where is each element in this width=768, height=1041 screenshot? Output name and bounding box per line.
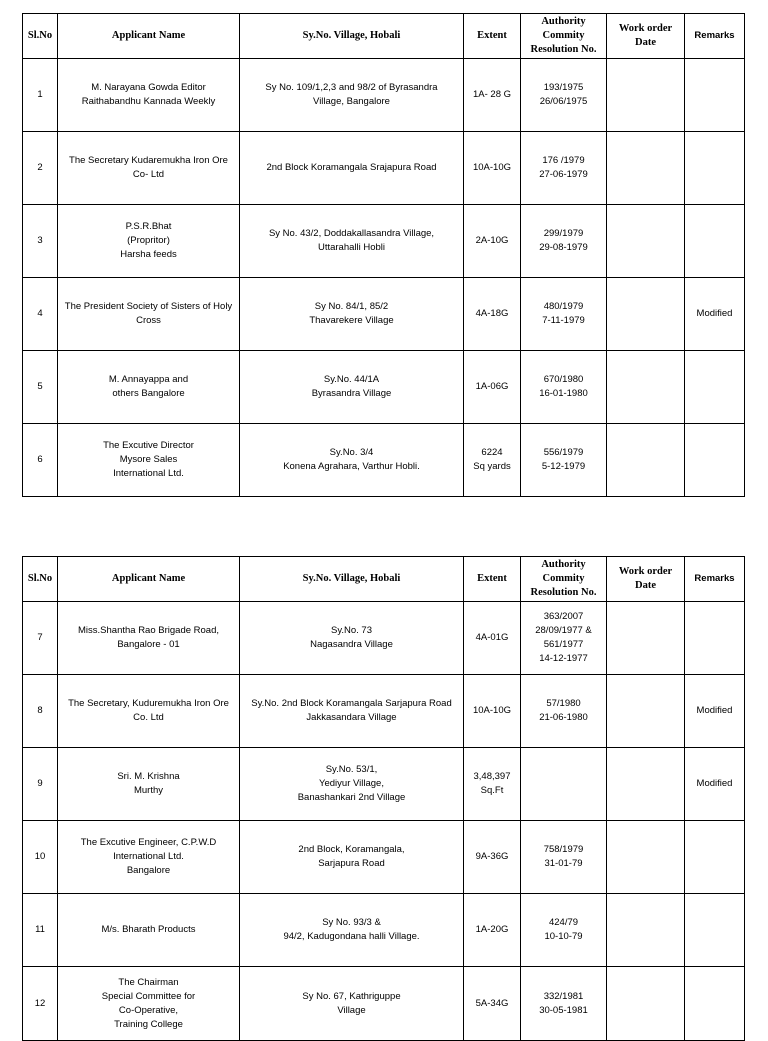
cell-work-order-date (607, 602, 685, 675)
table-row (23, 278, 745, 351)
cell-remarks: Modified (685, 748, 745, 821)
cell-work-order-date (607, 59, 685, 132)
cell-remarks: Modified (685, 675, 745, 748)
cell-resolution-no: 424/79 10-10-79 (521, 894, 607, 967)
table-row (23, 602, 745, 675)
table-row (23, 424, 745, 497)
cell-applicant-name: The Excutive Engineer, C.P.W.D International Ltd. Bangalore (58, 821, 240, 894)
cell-remarks (685, 967, 745, 1041)
cell-applicant-name: The Chairman Special Committee for Co-Operative, Training College (58, 967, 240, 1041)
cell-remarks (685, 821, 745, 894)
cell-remarks (685, 351, 745, 424)
cell-survey-village: 2nd Block, Koramangala, Sarjapura Road (240, 821, 464, 894)
header-sl-no: Sl.No (23, 14, 58, 59)
cell-remarks (685, 205, 745, 278)
header-extent: Extent (464, 557, 521, 602)
cell-applicant-name: M. Annayappa and others Bangalore (58, 351, 240, 424)
header-sl-no: Sl.No (23, 557, 58, 602)
cell-sl-no: 7 (23, 602, 58, 675)
header-applicant-name: Applicant Name (58, 557, 240, 602)
cell-applicant-name: The President Society of Sisters of Holy Cross (58, 278, 240, 351)
cell-resolution-no: 363/2007 28/09/1977 & 561/1977 14-12-1977 (521, 602, 607, 675)
table-row (23, 748, 745, 821)
cell-survey-village: Sy No. 43/2, Doddakallasandra Village, Uttarahalli Hobli (240, 205, 464, 278)
cell-remarks (685, 132, 745, 205)
table-row (23, 675, 745, 748)
cell-extent: 2A-10G (464, 205, 521, 278)
cell-resolution-no: 57/1980 21-06-1980 (521, 675, 607, 748)
cell-work-order-date (607, 351, 685, 424)
cell-work-order-date (607, 132, 685, 205)
table-row (23, 205, 745, 278)
cell-extent: 1A- 28 G (464, 59, 521, 132)
allotment-table-1 (22, 13, 745, 497)
cell-work-order-date (607, 278, 685, 351)
cell-extent: 4A-01G (464, 602, 521, 675)
cell-sl-no: 4 (23, 278, 58, 351)
cell-work-order-date (607, 967, 685, 1041)
allotment-table-2 (22, 556, 745, 1041)
cell-remarks (685, 424, 745, 497)
header-applicant-name: Applicant Name (58, 14, 240, 59)
cell-resolution-no: 758/1979 31-01-79 (521, 821, 607, 894)
cell-extent: 5A-34G (464, 967, 521, 1041)
cell-sl-no: 8 (23, 675, 58, 748)
cell-extent: 1A-06G (464, 351, 521, 424)
cell-survey-village: Sy.No. 44/1A Byrasandra Village (240, 351, 464, 424)
header-remarks: Remarks (685, 14, 745, 59)
cell-survey-village: Sy.No. 2nd Block Koramangala Sarjapura Road Jakkasandara Village (240, 675, 464, 748)
cell-remarks (685, 602, 745, 675)
cell-applicant-name: Sri. M. Krishna Murthy (58, 748, 240, 821)
cell-survey-village: Sy No. 84/1, 85/2 Thavarekere Village (240, 278, 464, 351)
header-survey-village: Sy.No. Village, Hobali (240, 14, 464, 59)
cell-remarks (685, 59, 745, 132)
header-remarks: Remarks (685, 557, 745, 602)
cell-extent: 6224 Sq yards (464, 424, 521, 497)
cell-resolution-no: 332/1981 30-05-1981 (521, 967, 607, 1041)
cell-extent: 9A-36G (464, 821, 521, 894)
header-work-order-date: Work order Date (607, 557, 685, 602)
cell-work-order-date (607, 748, 685, 821)
cell-applicant-name: The Excutive Director Mysore Sales International Ltd. (58, 424, 240, 497)
cell-survey-village: Sy No. 109/1,2,3 and 98/2 of Byrasandra Village, Bangalore (240, 59, 464, 132)
cell-sl-no: 9 (23, 748, 58, 821)
cell-sl-no: 3 (23, 205, 58, 278)
cell-survey-village: Sy No. 93/3 & 94/2, Kadugondana halli Village. (240, 894, 464, 967)
cell-applicant-name: M. Narayana Gowda Editor Raithabandhu Kannada Weekly (58, 59, 240, 132)
cell-resolution-no: 670/1980 16-01-1980 (521, 351, 607, 424)
cell-survey-village: Sy No. 67, Kathriguppe Village (240, 967, 464, 1041)
cell-applicant-name: P.S.R.Bhat (Propritor) Harsha feeds (58, 205, 240, 278)
header-work-order-date: Work order Date (607, 14, 685, 59)
cell-work-order-date (607, 894, 685, 967)
table-header-row (23, 14, 745, 59)
header-resolution-no: Authority Commity Resolution No. (521, 557, 607, 602)
cell-sl-no: 11 (23, 894, 58, 967)
header-extent: Extent (464, 14, 521, 59)
cell-resolution-no: 556/1979 5-12-1979 (521, 424, 607, 497)
cell-resolution-no (521, 748, 607, 821)
cell-extent: 1A-20G (464, 894, 521, 967)
header-resolution-no: Authority Commity Resolution No. (521, 14, 607, 59)
cell-extent: 4A-18G (464, 278, 521, 351)
cell-resolution-no: 299/1979 29-08-1979 (521, 205, 607, 278)
cell-applicant-name: M/s. Bharath Products (58, 894, 240, 967)
cell-extent: 10A-10G (464, 132, 521, 205)
cell-sl-no: 5 (23, 351, 58, 424)
cell-remarks: Modified (685, 278, 745, 351)
table-row (23, 894, 745, 967)
cell-sl-no: 1 (23, 59, 58, 132)
cell-resolution-no: 193/1975 26/06/1975 (521, 59, 607, 132)
header-survey-village: Sy.No. Village, Hobali (240, 557, 464, 602)
cell-sl-no: 6 (23, 424, 58, 497)
cell-remarks (685, 894, 745, 967)
cell-applicant-name: The Secretary Kudaremukha Iron Ore Co- Ltd (58, 132, 240, 205)
cell-extent: 10A-10G (464, 675, 521, 748)
cell-work-order-date (607, 205, 685, 278)
cell-resolution-no: 480/1979 7-11-1979 (521, 278, 607, 351)
cell-work-order-date (607, 424, 685, 497)
cell-survey-village: Sy.No. 3/4 Konena Agrahara, Varthur Hobli. (240, 424, 464, 497)
table-row (23, 59, 745, 132)
cell-sl-no: 10 (23, 821, 58, 894)
cell-applicant-name: The Secretary, Kuduremukha Iron Ore Co. Ltd (58, 675, 240, 748)
table-row (23, 132, 745, 205)
cell-applicant-name: Miss.Shantha Rao Brigade Road, Bangalore - 01 (58, 602, 240, 675)
cell-extent: 3,48,397 Sq.Ft (464, 748, 521, 821)
table-row (23, 351, 745, 424)
cell-resolution-no: 176 /1979 27-06-1979 (521, 132, 607, 205)
table-row (23, 967, 745, 1041)
cell-sl-no: 12 (23, 967, 58, 1041)
cell-survey-village: Sy.No. 53/1, Yediyur Village, Banashankari 2nd Village (240, 748, 464, 821)
table-row (23, 821, 745, 894)
cell-work-order-date (607, 821, 685, 894)
cell-survey-village: Sy.No. 73 Nagasandra Village (240, 602, 464, 675)
cell-survey-village: 2nd Block Koramangala Srajapura Road (240, 132, 464, 205)
cell-sl-no: 2 (23, 132, 58, 205)
cell-work-order-date (607, 675, 685, 748)
table-header-row (23, 557, 745, 602)
